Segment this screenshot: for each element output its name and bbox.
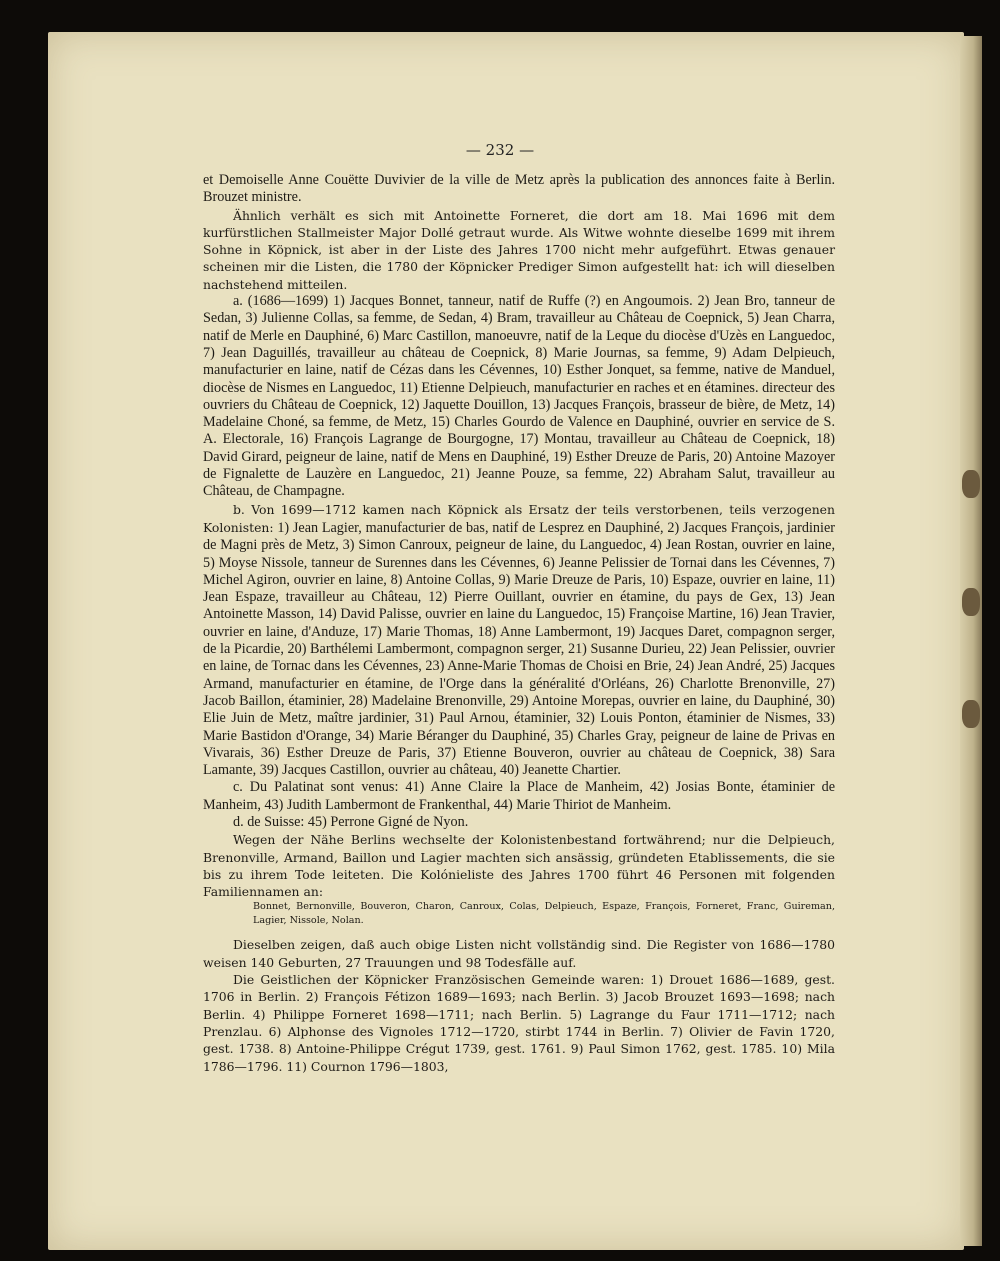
paragraph: c. Du Palatinat sont venus: 41) Anne Claire la Place de Manheim, 42) Josias Bonte, étaminier de Manheim, 43) Judith Lambermont de Frankenthal, 44) Marie Thiriot de Manheim. xyxy=(203,779,835,813)
paragraph xyxy=(203,501,835,780)
paragraph: Dieselben zeigen, daß auch obige Listen nicht vollständig sind. Die Register von 1686—1780 weisen 140 Geburten, 27 Trauungen und 98 Todesfälle auf. xyxy=(203,937,835,970)
binding-tab xyxy=(962,588,980,616)
binding-tab xyxy=(962,700,980,728)
paragraph: et Demoiselle Anne Couëtte Duvivier de la ville de Metz après la publication des annonces faite à Berlin. Brouzet ministre. xyxy=(203,172,835,206)
surname-list: Bonnet, Bernonville, Bouveron, Charon, Canroux, Colas, Delpieuch, Espaze, François, Forneret, Franc, Guireman, Lagier, Nissole, Nolan. xyxy=(253,901,835,927)
paragraph: Ähnlich verhält es sich mit Antoinette Forneret, die dort am 18. Mai 1696 mit dem kurfürstlichen Stallmeister Major Dollé getraut wurde. Als Witwe wohnte dieselbe 1699 mit ihrem Sohne in Köpnick, ist aber in der Liste des Jahres 1700 nicht mehr aufgeführt. Etwas genauer scheinen mir die Listen, die 1780 der Köpnicker Prediger Simon aufgestellt hat: ich will dieselben nachstehend mitteilen. xyxy=(203,207,835,292)
paragraph-french: 1) Jean Lagier, manufacturier de bas, natif de Lesprez en Dauphiné, 2) Jacques François, jardinier de Magni près de Metz, 3) Simon Canroux, peigneur de laine, du Languedoc, 4) Jean Rostan, ouvrier en laine, 5) Moyse Nissole, tanneur de Surennes dans les Cévennes, 6) Jeanne Pelissier de Tornai dans les Cévennes, 7) Michel Agiron, ouvrier en laine, 8) Antoine Collas, 9) Marie Dreuze de Paris, 10) Espaze, ouvrier en laine, 11) Jean Espaze, travailleur au Château, 12) Pierre Ouillant, ouvrier en étamine, du pays de Gex, 13) Jean Antoinette Masson, 14) David Palisse, ouvrier en laine du Languedoc, 15) Françoise Martine, 16) Jean Travier, ouvrier en laine, d'Anduze, 17) Marie Thomas, 18) Anne Lambermont, 19) Jacques Daret, compagnon serger, de la Picardie, 20) Barthélemi Lambermont, compagnon serger, 21) Susanne Durieu, 22) Jean Pelissier, ouvrier en laine, de Tornac dans les Cévennes, 23) Anne-Marie Thomas de Choisi en Brie, 24) Jean André, 25) Jacques Armand, manufacturier en étamine, de l'Orge dans la généralité d'Orléans, 26) Charlotte Brenonville, 27) Jacob Baillon, étaminier, 28) Madelaine Brenonville, 29) Antoine Morepas, ouvrier en laine, du Dauphiné, 30) Elie Juin de Metz, maître jardinier, 31) Paul Arnou, étaminier, 32) Louis Ponton, étaminier de Nismes, 33) Marie Bastidon d'Orange, 34) Marie Béranger du Dauphiné, 35) Charles Gray, peigneur de laine de Privas en Vivarais, 36) Esther Dreuze de Paris, 37) Etienne Bouveron, ouvrier au château de Coepnick, 38) Sara Lamante, 39) Jacques Castillon, ouvrier au château, 40) Jeanette Chartier. xyxy=(203,519,835,779)
paragraph: d. de Suisse: 45) Perrone Gigné de Nyon. xyxy=(233,813,469,830)
page-edge xyxy=(960,36,982,1246)
paragraph: a. (1686—1699) 1) Jacques Bonnet, tanneur, natif de Ruffe (?) en Angoumois. 2) Jean Bro, tanneur de Sedan, 3) Julienne Collas, sa femme, de Sedan, 4) Bram, travailleur au Château de Coepnick, 5) Jean Charra, natif de Merle en Dauphiné, 6) Marc Castillon, manoeuvre, natif de la Leque du diocèse d'Uzès en Languedoc, 7) Jean Daguillés, travailleur au château de Coepnick, 8) Marie Journas, sa femme, 9) Adam Delpieuch, manufacturier en laine, natif de Cézas dans les Cévennes, 10) Esther Jonquet, sa femme, native de Manduel, diocèse de Nismes en Languedoc, 11) Etienne Delpieuch, manufacturier en raches et en étamines. directeur des ouvriers du Château de Coepnick, 12) Jaquette Douillon, 13) Jacques François, brasseur de bière, de Metz, 14) Madelaine Choné, sa femme, de Metz, 15) Charles Gourdo de Valence en Dauphiné, ouvrier en service de S. A. Electorale, 16) François Lagrange de Bourgogne, 17) Montau, travailleur au Château de Coepnick, 18) David Girard, peigneur de laine, natif de Mens en Dauphiné, 19) Esther Dreuze de Paris, 20) Antoine Mazoyer de Fignalette de Lauzère en Languedoc, 21) Jeanne Pouze, sa femme, 22) Abraham Salut, travailleur au Château, de Champagne. xyxy=(203,293,835,500)
paragraph: Die Geistlichen der Köpnicker Französischen Gemeinde waren: 1) Drouet 1686—1689, gest. 1706 in Berlin. 2) François Fétizon 1689—1693; nach Berlin. 3) Jacob Brouzet 1693—1698; nach Berlin. 4) Philippe Forneret 1698—1711; nach Berlin. 5) Lagrange du Faur 1711—1712; nach Prenzlau. 6) Alphonse des Vignoles 1712—1720, stirbt 1744 in Berlin. 7) Olivier de Favin 1720, gest. 1738. 8) Antoine-Philippe Crégut 1739, gest. 1761. 9) Paul Simon 1762, gest. 1785. 10) Mila 1786—1796. 11) Cournon 1796—1803, xyxy=(203,972,835,1074)
page-number: — 232 — xyxy=(465,141,535,159)
binding-tab xyxy=(962,470,980,498)
paragraph: Wegen der Nähe Berlins wechselte der Kolonistenbestand fortwährend; nur die Delpieuch, Brenonville, Armand, Baillon und Lagier machten sich ansässig, gründeten Etablissements, die sie bis zu ihrem Tode leiteten. Die Kolónieliste des Jahres 1700 führt 46 Personen mit folgenden Familiennamen an: xyxy=(203,832,835,900)
paragraph-german: b. Von 1699—1712 kamen nach Köpnick als Ersatz der teils verstorbenen, teils verzogenen Kolonisten: xyxy=(203,501,835,535)
page-text xyxy=(203,172,835,1075)
